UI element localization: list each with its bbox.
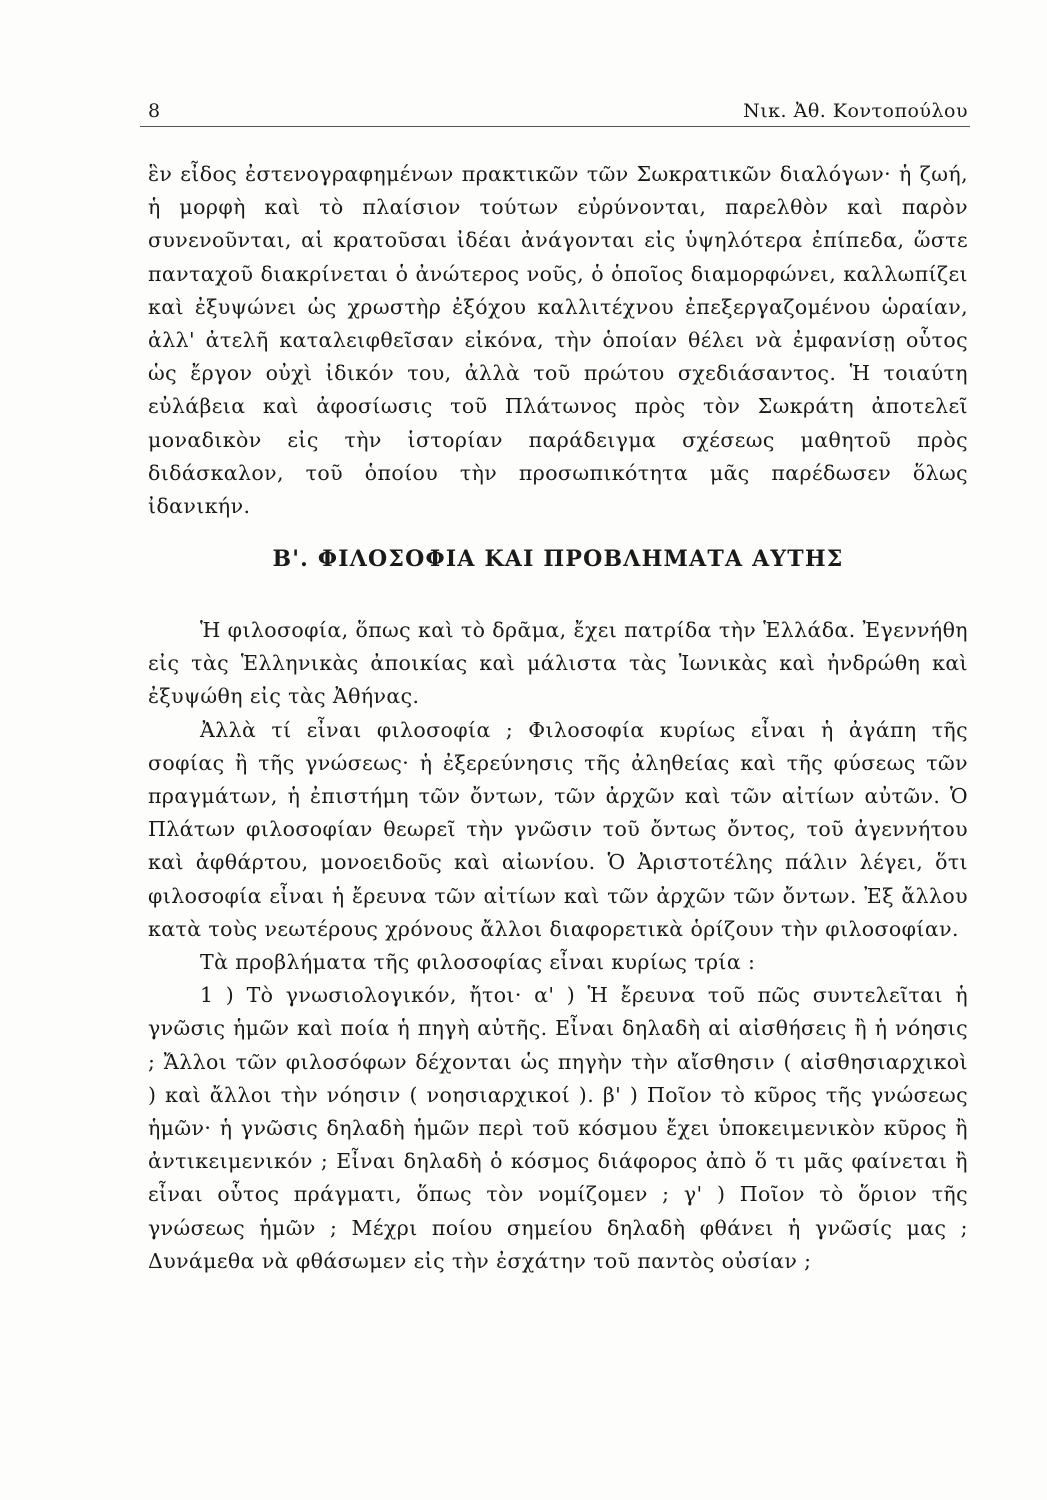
header-rule [140,126,970,127]
running-title: Νικ. Ἀθ. Κοντοπούλου [743,100,968,122]
section-paragraph-4: 1 ) Τὸ γνωσιολογικόν, ἤτοι· α' ) Ἡ ἔρευνα τοῦ πῶς συντελεῖται ἡ γνῶσις ἡμῶν καὶ ποία ἡ πηγὴ αὐτῆς. Εἶναι δηλαδὴ αἱ αἰσθήσεις ἢ ἡ νόησις ; Ἄλλοι τῶν φιλοσόφων δέχονται ὡς πηγὴν τὴν αἴσθησιν ( αἰσθησιαρχικοὶ ) καὶ ἄλλοι τὴν νόησιν ( νοησιαρχικοί ). β' ) Ποῖον τὸ κῦρος τῆς γνώσεως ἡμῶν· ἡ γνῶσις δηλαδὴ ἡμῶν περὶ τοῦ κόσμου ἔχει ὑποκειμενικὸν κῦρος ἢ ἀντικειμενικόν ; Εἶναι δηλαδὴ ὁ κόσμος διάφορος ἀπὸ ὅ τι μᾶς φαίνεται ἢ εἶναι οὗτος πράγματι, ὅπως τὸν νομίζομεν ; γ' ) Ποῖον τὸ ὅριον τῆς γνώσεως ἡμῶν ; Μέχρι ποίου σημείου δηλαδὴ φθάνει ἡ γνῶσίς μας ; Δυνάμεθα νὰ φθάσωμεν εἰς τὴν ἐσχάτην τοῦ παντὸς οὐσίαν ; [148,983,968,1273]
section-paragraph-2: Ἀλλὰ τί εἶναι φιλοσοφία ; Φιλοσοφία κυρίως εἶναι ἡ ἀγάπη τῆς σοφίας ἢ τῆς γνώσεως· ἡ ἐξερεύνησις τῆς ἀληθείας καὶ τῆς φύσεως τῶν πραγμάτων, ἡ ἐπιστήμη τῶν ὄντων, τῶν ἀρχῶν καὶ τῶν αἰτίων αὐτῶν. Ὁ Πλάτων φιλοσοφίαν θεωρεῖ τὴν γνῶσιν τοῦ ὄντως ὄντος, τοῦ ἀγεννήτου καὶ ἀφθάρτου, μονοειδοῦς καὶ αἰωνίου. Ὁ Ἀριστοτέλης πάλιν λέγει, ὅτι φιλοσοφία εἶναι ἡ ἔρευνα τῶν αἰτίων καὶ τῶν ἀρχῶν τῶν ὄντων. Ἐξ ἄλλου κατὰ τοὺς νεωτέρους χρόνους ἄλλοι διαφορετικὰ ὁρίζουν τὴν φιλοσοφίαν. [148,717,968,941]
section-paragraph-1: Ἡ φιλοσοφία, ὅπως καὶ τὸ δρᾶμα, ἔχει πατρίδα τὴν Ἑλλάδα. Ἐγεννήθη εἰς τὰς Ἑλληνικὰς ἀποικίας καὶ μάλιστα τὰς Ἰωνικὰς καὶ ἠνδρώθη καὶ ἐξυψώθη εἰς τὰς Ἀθήνας. [148,618,968,709]
continuation-paragraph-block [148,158,968,523]
section-body [148,614,968,1278]
page-number: 8 [148,100,161,122]
section-heading: Β'. ΦΙΛΟΣΟΦΙΑ ΚΑΙ ΠΡΟΒΛΗΜΑΤΑ ΑΥΤΗΣ [272,546,844,572]
section-paragraph-3: Τὰ προβλήματα τῆς φιλοσοφίας εἶναι κυρίως τρία : [200,950,756,975]
continuation-paragraph: ἓν εἶδος ἐστενογραφημένων πρακτικῶν τῶν Σωκρατικῶν διαλόγων· ἡ ζωή, ἡ μορφὴ καὶ τὸ πλαίσιον τούτων εὐρύνονται, παρελθὸν καὶ παρὸν συνενοῦνται, αἱ κρατοῦσαι ἰδέαι ἀνάγονται εἰς ὑψηλότερα ἐπίπεδα, ὥστε πανταχοῦ διακρίνεται ὁ ἀνώτερος νοῦς, ὁ ὁποῖος διαμορφώνει, καλλωπίζει καὶ ἐξυψώνει ὡς χρωστὴρ ἐξόχου καλλιτέχνου ἐπεξεργαζομένου ὡραίαν, ἀλλ' ἀτελῆ καταλειφθεῖσαν εἰκόνα, τὴν ὁποίαν θέλει νὰ ἐμφανίσῃ οὗτος ὡς ἔργον οὐχὶ ἰδικόν του, ἀλλὰ τοῦ πρώτου σχεδιάσαντος. Ἡ τοιαύτη εὐλάβεια καὶ ἀφοσίωσις τοῦ Πλάτωνος πρὸς τὸν Σωκράτη ἀποτελεῖ μοναδικὸν εἰς τὴν ἱστορίαν παράδειγμα σχέσεως μαθητοῦ πρὸς διδάσκαλον, τοῦ ὁποίου τὴν προσωπικότητα μᾶς παρέδωσεν ὅλως ἰδανικήν. [148,162,968,519]
running-head [148,100,968,128]
